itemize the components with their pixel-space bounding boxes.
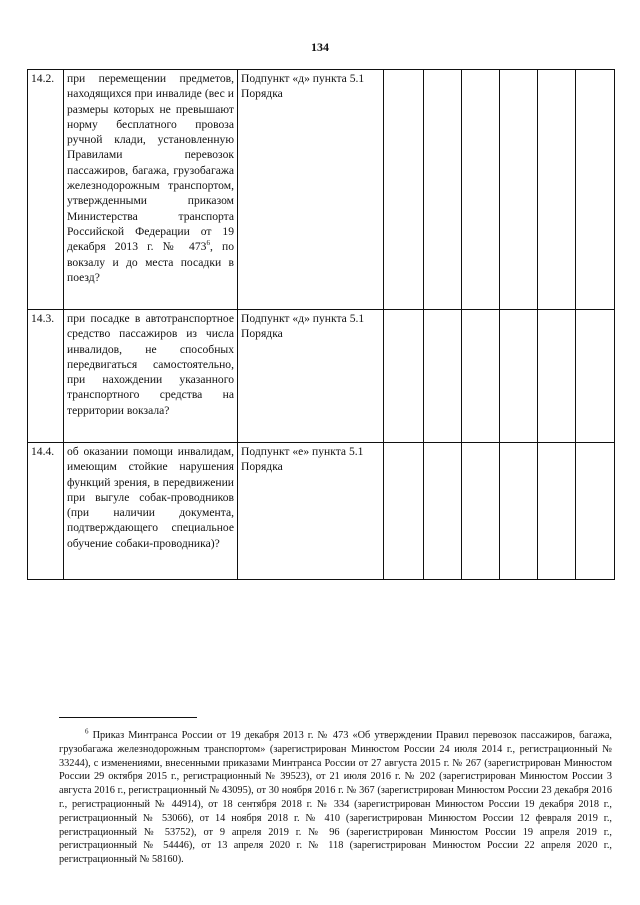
answer-cell (462, 70, 500, 310)
question-text: при перемещении предметов, находящихся при инвалиде (вес и размеры которых не превышают норму бесплатного провоза ручной клади, установленную Правилами перевозок пассажиров, багажа, грузобагажа железнодорожным транспортом, утвержденными приказом Министерства транспорта Российской Федерации от 19 декабря 2013 г. № 473 (67, 72, 234, 254)
question-text-end: , по вокзалу и до места посадки в поезд? (67, 240, 234, 284)
answer-cell (576, 70, 615, 310)
answer-cell (424, 310, 462, 443)
table-row (28, 70, 615, 310)
answer-cell (424, 70, 462, 310)
question-cell: при посадке в автотранспортное средство пассажиров из числа инвалидов, не способных передвигаться самостоятельно, при нахождении указанного транспортного средства на территории вокзала? (64, 310, 238, 443)
footnote-separator (59, 717, 197, 718)
footnote (59, 729, 612, 867)
question-cell: об оказании помощи инвалидам, имеющим стойкие нарушения функций зрения, в передвижении при выгуле собак-проводников (при наличии документа, подтверждающего специальное обучение собаки-проводника)? (64, 443, 238, 580)
footnote-ref: 6 (206, 239, 210, 248)
answer-cell (384, 443, 424, 580)
answer-cell (500, 310, 538, 443)
table-row (28, 310, 615, 443)
page-number: 134 (311, 40, 329, 54)
answer-cell (384, 310, 424, 443)
answer-cell (538, 70, 576, 310)
reference-cell: Подпункт «д» пункта 5.1 Порядка (238, 310, 384, 443)
reference-cell: Подпункт «е» пункта 5.1 Порядка (238, 443, 384, 580)
answer-cell (576, 310, 615, 443)
reference-cell: Подпункт «д» пункта 5.1 Порядка (238, 70, 384, 310)
footnote-marker: 6 (85, 727, 89, 736)
answer-cell (384, 70, 424, 310)
row-number: 14.3. (28, 310, 64, 443)
answer-cell (462, 310, 500, 443)
answer-cell (576, 443, 615, 580)
question-cell (64, 70, 238, 310)
row-number: 14.4. (28, 443, 64, 580)
checklist-table (27, 69, 615, 580)
answer-cell (538, 443, 576, 580)
answer-cell (500, 443, 538, 580)
answer-cell (538, 310, 576, 443)
row-number: 14.2. (28, 70, 64, 310)
footnote-text: Приказ Минтранса России от 19 декабря 2013 г. № 473 «Об утверждении Правил перевозок пассажиров, багажа, грузобагажа железнодорожным транспортом» (зарегистрирован Минюстом России 24 июля 2014 г., регистрационный № 33244), с изменениями, внесенными приказами Минтранса России от 27 августа 2015 г. № 267 (зарегистрирован Минюстом России 29 октября 2015 г., регистрационный № 39523), от 21 июля 2016 г. № 202 (зарегистрирован Минюстом России 3 августа 2016 г., регистрационный № 43095), от 30 ноября 2016 г. № 367 (зарегистрирован Минюстом России 23 декабря 2016 г., регистрационный № 44914), от 18 сентября 2018 г. № 334 (зарегистрирован Минюстом России 19 декабря 2018 г., регистрационный № 53066), от 14 ноября 2018 г. № 410 (зарегистрирован Минюстом России 12 февраля 2019 г., регистрационный № 53752), от 9 апреля 2019 г. № 96 (зарегистрирован Минюстом России 19 апреля 2019 г., регистрационный № 54446), от 13 апреля 2020 г. № 118 (зарегистрирован Минюстом России 22 апреля 2020 г., регистрационный № 58160). (59, 730, 612, 866)
answer-cell (462, 443, 500, 580)
answer-cell (424, 443, 462, 580)
table-row (28, 443, 615, 580)
answer-cell (500, 70, 538, 310)
